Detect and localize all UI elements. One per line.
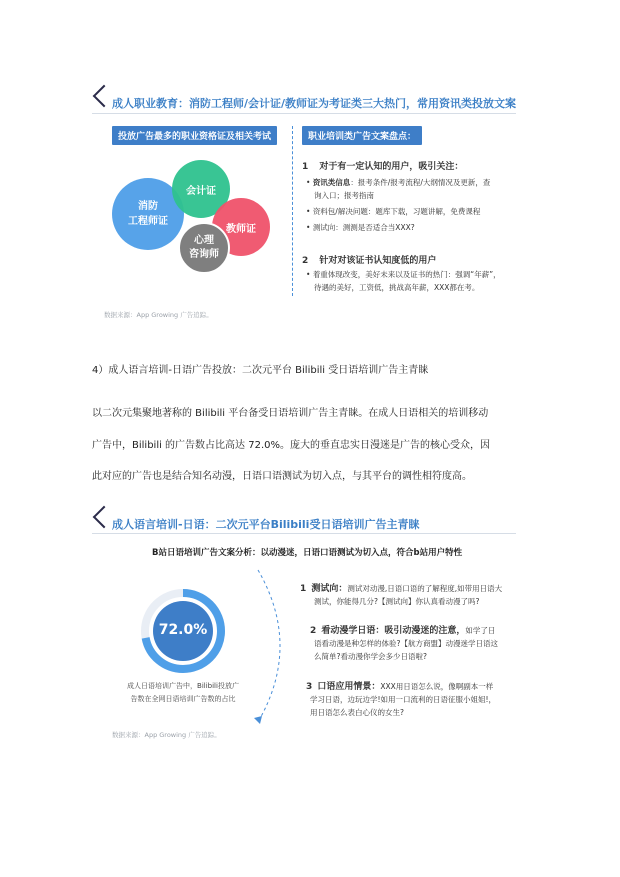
- dashed-arc: [250, 566, 300, 726]
- item-heading: 测试向: [311, 584, 339, 594]
- right-label: 职业培训类广告文案盘点：: [302, 126, 422, 145]
- donut-percent: 72.0%: [158, 622, 208, 638]
- bullet-text: 着重体现改变，美好未来以及证书的热门：强调“年薪”，: [312, 270, 501, 279]
- left-label: 投放广告最多的职业资格证及相关考试: [112, 126, 277, 145]
- item-line: 么简单?看动漫你学会多少日语啦?: [314, 652, 427, 661]
- point1-heading: 对于有一定认知的用户，吸引关注：: [319, 162, 464, 172]
- item-num: 3: [306, 682, 313, 692]
- item-line: 如学了日: [465, 626, 496, 635]
- item-heading: 口语应用情景: [317, 682, 372, 692]
- item-heading: 看动漫学日语：吸引动漫迷的注意: [321, 626, 457, 636]
- title-divider: [92, 113, 516, 114]
- bullet-text: ：报考条件/报考流程/大纲情况及更新，查: [350, 178, 491, 187]
- point2-heading: 针对对该证书认知度低的用户: [319, 256, 437, 266]
- fig2-item-3: [306, 674, 522, 719]
- circle-fire-label: 消防 工程师证: [128, 201, 168, 227]
- fig2-subtitle: B站日语培训广告文案分析：以动漫迷，日语口语测试为切入点，符合b站用户特性: [152, 548, 463, 558]
- arc-arrowhead: [254, 716, 262, 724]
- circle-account-label: 会计证: [186, 185, 216, 197]
- bullet-item: • 着重体现改变，美好未来以及证书的热门：强调“年薪”，: [306, 270, 501, 279]
- circle-psych: [178, 222, 230, 274]
- item-line: 测试，你能得几分?【测试向】你认真看动漫了吗?: [314, 597, 480, 606]
- item-line: XXX用日语怎么说，像啊副本一样: [380, 682, 494, 691]
- paragraph-line: 广告中，Bilibili 的广告数占比高达 72.0%。庞大的垂直忠实日漫迷是广告的核心受众，因: [92, 440, 491, 451]
- bullet-text: 测试向：测测是否适合当XXX?: [312, 223, 415, 232]
- donut-caption-line: 成人日语培训广告中，Bilibili投放广: [127, 682, 239, 690]
- item-num: 1: [300, 584, 307, 594]
- figure-title: 成人语言培训-日语：二次元平台Bilibili受日语培训广告主青睐: [112, 518, 420, 531]
- item-line: 语看动漫是种怎样的体验?【航方商盟】动漫迷学日语这: [314, 639, 498, 648]
- bullet-item: • 资料包/解决问题：题库下载，习题讲解，免费课程: [306, 207, 481, 216]
- circle-teacher-label: 教师证: [226, 223, 256, 235]
- paragraph-line: 此对应的广告也是结合知名动漫，日语口语测试为切入点，与其平台的调性相符度高。: [92, 471, 472, 482]
- venn-diagram: [100, 150, 280, 290]
- bullet-item: • 资讯类信息：报考条件/报考流程/大纲情况及更新，查: [306, 178, 491, 187]
- dashed-arc-path: [258, 570, 280, 722]
- bullet-bold: 资讯类信息: [312, 178, 351, 187]
- section-heading: 4）成人语言培训-日语广告投放：二次元平台 Bilibili 受日语培训广告主青睐: [92, 365, 429, 376]
- item-colon: ：: [371, 682, 381, 692]
- donut-caption-line: 告数在全网日语培训广告数的占比: [130, 695, 236, 703]
- fig2-item-2: [310, 618, 524, 663]
- point1-num: 1: [302, 162, 309, 172]
- fig1-bullets2: [306, 268, 520, 294]
- fig2-source: 数据来源：App Growing 广告追踪。: [112, 731, 221, 739]
- item-num: 2: [310, 626, 317, 636]
- fig1-point2: [302, 248, 436, 267]
- bullet-text: 资料包/解决问题：题库下载，习题讲解，免费课程: [312, 207, 481, 216]
- paragraph-line: 以二次元集聚地著称的 Bilibili 平台备受日语培训广告主青睐。在成人日语相关的培训移动: [92, 408, 489, 419]
- fig1-bullets1: [306, 176, 516, 234]
- fig2-item-1: [300, 576, 520, 608]
- fig1-source: 数据来源：App Growing 广告追踪。: [104, 311, 213, 319]
- fig1-point1: [302, 154, 463, 173]
- bullet-cont: 待遇的美好，工资低，挑战高年薪，XXX都在考。: [314, 283, 480, 292]
- item-colon: ：: [338, 584, 348, 594]
- item-colon: ，: [456, 626, 466, 636]
- donut-caption: [112, 680, 254, 706]
- bullet-item: • 测试向：测测是否适合当XXX?: [306, 223, 415, 232]
- bullet-cont: 询入口；报考指南: [314, 191, 374, 200]
- circle-psych-label: 心理 咨询师: [189, 235, 219, 260]
- title-divider: [92, 533, 516, 534]
- item-line: 用日语怎么表白心仪的女生?: [310, 708, 404, 717]
- item-line: 测试对动漫,日语口语的了解程度,如带用日语大: [347, 584, 503, 593]
- fig1-divider: [292, 126, 293, 296]
- figure-title: 成人职业教育：消防工程师/会计证/教师证为考证类三大热门，常用资讯类投放文案: [112, 97, 517, 110]
- item-line: 学习日语，边玩边学!如用一口流利的日语征服小姐姐!，: [310, 695, 497, 704]
- point2-num: 2: [302, 256, 309, 266]
